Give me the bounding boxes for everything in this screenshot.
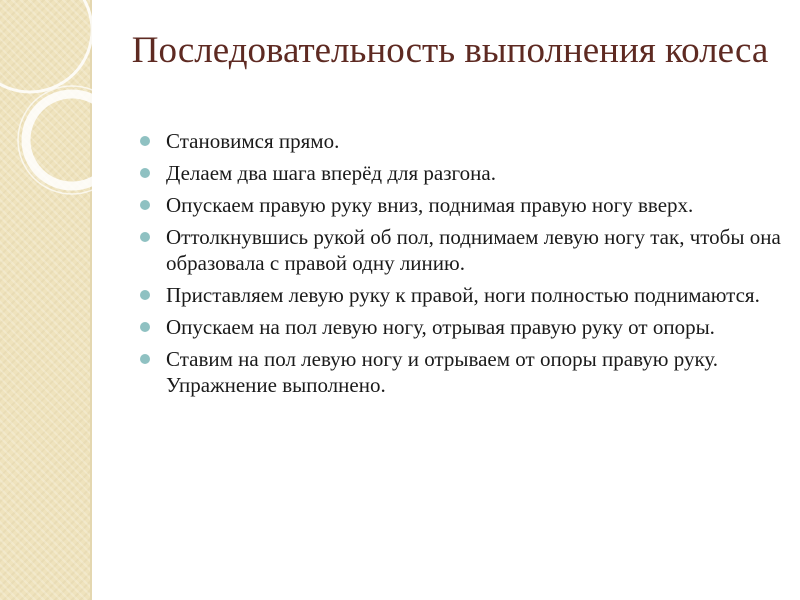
bullet-text: Опускаем правую руку вниз, поднимая правую ногу вверх.	[166, 193, 694, 217]
decorative-side-band	[0, 0, 90, 600]
bullet-icon	[140, 168, 150, 178]
bullet-item	[140, 346, 790, 398]
bullet-item	[140, 192, 790, 218]
bullet-text: Опускаем на пол левую ногу, отрывая правую руку от опоры.	[166, 315, 715, 339]
bullet-icon	[140, 200, 150, 210]
bullet-icon	[140, 322, 150, 332]
bullet-text: Ставим на пол левую ногу и отрываем от опоры правую руку. Упражнение выполнено.	[166, 347, 719, 397]
bullet-item	[140, 160, 790, 186]
bullet-item	[140, 282, 790, 308]
bullet-item	[140, 224, 790, 276]
decorative-divider	[90, 0, 92, 600]
bullet-text: Приставляем левую руку к правой, ноги полностью поднимаются.	[166, 283, 760, 307]
bullet-icon	[140, 136, 150, 146]
bullet-icon	[140, 354, 150, 364]
bullet-text: Делаем два шага вперёд для разгона.	[166, 161, 496, 185]
bullet-icon	[140, 232, 150, 242]
bullet-list	[140, 128, 790, 404]
bullet-item	[140, 314, 790, 340]
bullet-text: Становимся прямо.	[166, 129, 340, 153]
slide-title: Последовательность выполнения колеса	[131, 30, 769, 71]
bullet-item	[140, 128, 790, 154]
bullet-text: Оттолкнувшись рукой об пол, поднимаем левую ногу так, чтобы она образовала с правой одну линию.	[166, 225, 781, 275]
bullet-icon	[140, 290, 150, 300]
